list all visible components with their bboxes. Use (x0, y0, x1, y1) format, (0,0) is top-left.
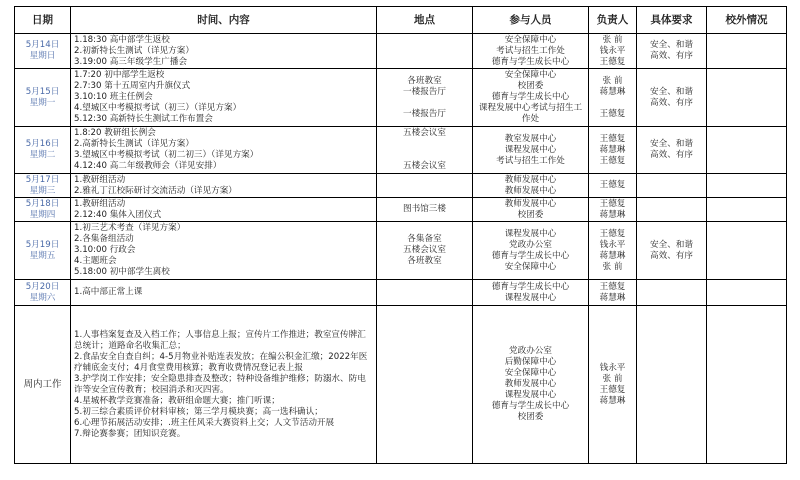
outside-cell (707, 222, 787, 280)
place-cell: 各集备室 五楼会议室 各班教室 (377, 222, 473, 280)
requirement-cell (637, 306, 707, 464)
leader-cell: 张 前 蒋慧琳 王德复 (589, 69, 637, 127)
place-cell: 各班教室 一楼报告厅 一楼报告厅 (377, 69, 473, 127)
table-row (15, 222, 787, 280)
people-cell: 教师发展中心 教师发展中心 (473, 174, 589, 198)
place-cell: 五楼会议室 五楼会议室 (377, 127, 473, 174)
table-row (15, 127, 787, 174)
table-row (15, 280, 787, 306)
people-cell: 教室发展中心 课程发展中心 考试与招生工作处 (473, 127, 589, 174)
leader-cell: 王德复 蒋慧琳 王德复 (589, 127, 637, 174)
header-date: 日期 (15, 7, 71, 34)
requirement-cell (637, 280, 707, 306)
date-cell: 5月19日 星期五 (15, 222, 71, 280)
content-cell: 1.7:20 初中部学生返校 2.7:30 第十五周室内升旗仪式 3.10:10 班主任例会 4.望城区中考模拟考试（初三）（详见方案） 5.12:30 高新特长生测试工作布置会 (71, 69, 377, 127)
table-row (15, 174, 787, 198)
content-cell: 1.高中部正常上课 (71, 280, 377, 306)
content-cell: 1.人事档案复查及入档工作；人事信息上报；宣传片工作推进；教室宣传牌汇总统计；道路命名收集汇总； 2.食品安全自查自纠；4-5月物业补贴连表发放；在编公积金汇缴；2022年医疗辅底金支付；4月食堂费用核算；教育收费情况登记表上报 3.护学岗工作安排；安全隐患排查及整改；特种设备维护维修；防溺水、防电诈等安全宣传教育；校园消杀和灭四害。 4.星城杯教学竞赛准备；教研组命题大赛；推门听课； 5.初三综合素质评价材料审核；第三学月模块赛；高一选科确认； 6.心理节拓展活动安排；.班主任风采大赛资料上交；人文节活动开展 7.辩论赛参赛；团知识竞赛。 (71, 306, 377, 464)
table-row (15, 69, 787, 127)
header-place: 地点 (377, 7, 473, 34)
header-row (15, 7, 787, 34)
leader-cell: 王德复 (589, 174, 637, 198)
content-cell: 1.教研组活动 2.雅礼丁江校际研讨交流活动（详见方案） (71, 174, 377, 198)
outside-cell (707, 127, 787, 174)
outside-cell (707, 306, 787, 464)
header-content: 时间、内容 (71, 7, 377, 34)
requirement-cell: 安全、和谐 高效、有序 (637, 127, 707, 174)
date-cell: 5月17日 星期三 (15, 174, 71, 198)
leader-cell: 王德复 蒋慧琳 (589, 198, 637, 222)
date-cell: 5月16日 星期二 (15, 127, 71, 174)
place-cell (377, 306, 473, 464)
table-row (15, 198, 787, 222)
outside-cell (707, 69, 787, 127)
requirement-cell (637, 198, 707, 222)
date-cell: 5月18日 星期四 (15, 198, 71, 222)
place-cell (377, 34, 473, 69)
people-cell: 教师发展中心 校团委 (473, 198, 589, 222)
content-cell: 1.18:30 高中部学生返校 2.初新特长生测试（详见方案） 3.19:00 高三年级学生广播会 (71, 34, 377, 69)
people-cell: 德育与学生成长中心 课程发展中心 (473, 280, 589, 306)
date-cell: 5月20日 星期六 (15, 280, 71, 306)
week-work-label: 周内工作 (15, 306, 71, 464)
header-requirement: 具体要求 (637, 7, 707, 34)
date-cell: 5月14日 星期日 (15, 34, 71, 69)
place-cell (377, 280, 473, 306)
content-cell: 1.教研组活动 2.12:40 集体入团仪式 (71, 198, 377, 222)
header-people: 参与人员 (473, 7, 589, 34)
requirement-cell (637, 174, 707, 198)
people-cell: 安全保障中心 校团委 德育与学生成长中心 课程发展中心考试与招生工作处 (473, 69, 589, 127)
leader-cell: 张 前 钱永平 王德复 (589, 34, 637, 69)
header-outside: 校外情况 (707, 7, 787, 34)
leader-cell: 钱永平 张 前 王德复 蒋慧琳 (589, 306, 637, 464)
header-leader: 负责人 (589, 7, 637, 34)
place-cell: 图书馆三楼 (377, 198, 473, 222)
table-row (15, 34, 787, 69)
requirement-cell: 安全、和谐 高效、有序 (637, 34, 707, 69)
people-cell: 党政办公室 后勤保障中心 安全保障中心 教师发展中心 课程发展中心 德育与学生成长中心 校团委 (473, 306, 589, 464)
outside-cell (707, 198, 787, 222)
date-cell: 5月15日 星期一 (15, 69, 71, 127)
outside-cell (707, 34, 787, 69)
leader-cell: 王德复 钱永平 蒋慧琳 张 前 (589, 222, 637, 280)
people-cell: 课程发展中心 党政办公室 德育与学生成长中心 安全保障中心 (473, 222, 589, 280)
content-cell: 1.8:20 教研组长例会 2.高新特长生测试（详见方案） 3.望城区中考模拟考试（初二初三）（详见方案） 4.12:40 高二年级教师会（详见安排） (71, 127, 377, 174)
leader-cell: 王德复 蒋慧琳 (589, 280, 637, 306)
people-cell: 安全保障中心 考试与招生工作处 德育与学生成长中心 (473, 34, 589, 69)
requirement-cell: 安全、和谐 高效、有序 (637, 69, 707, 127)
outside-cell (707, 280, 787, 306)
place-cell (377, 174, 473, 198)
content-cell: 1.初三艺术考查（详见方案） 2.各集备组活动 3.10:00 行政会 4.主题班会 5.18:00 初中部学生离校 (71, 222, 377, 280)
requirement-cell: 安全、和谐 高效、有序 (637, 222, 707, 280)
schedule-table (14, 6, 787, 464)
outside-cell (707, 174, 787, 198)
table-row (15, 306, 787, 464)
